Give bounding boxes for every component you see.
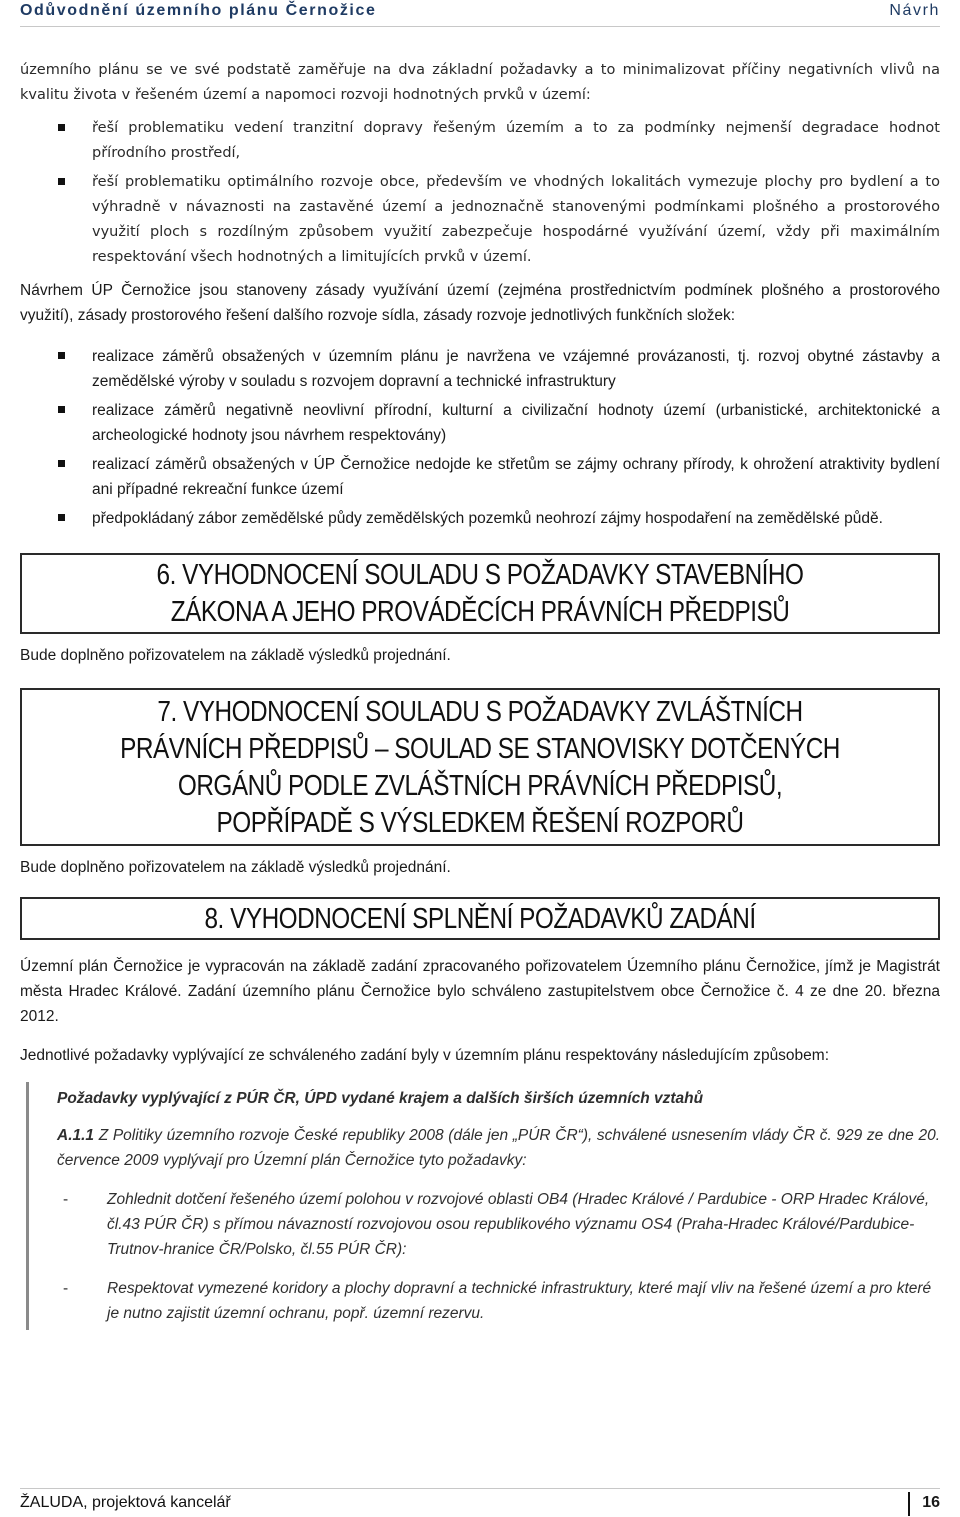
requirement-dash-item: - Respektovat vymezené koridory a plochy dopravní a technické infrastruktury, které mají vliv na řešené území a pro které je nutno zajistit územní ochranu, popř. územní rezervu. — [57, 1276, 940, 1330]
dash-bullet-icon: - — [63, 1191, 69, 1208]
square-bullet-icon — [58, 514, 65, 521]
requirements-block — [26, 1082, 940, 1330]
section-6-title: VYHODNOCENÍ SOULADU S POŽADAVKY STAVEBNÍHO ZÁKONA A JEHO PROVÁDĚCÍCH PRÁVNÍCH PŘEDPISŮ — [170, 559, 804, 628]
section-6-number: 6. — [156, 559, 176, 591]
page-footer — [20, 1488, 940, 1517]
square-bullet-icon — [58, 460, 65, 467]
section-8-number: 8. — [204, 903, 224, 935]
section-6-heading — [20, 553, 940, 634]
intro-bullet: řeší problematiku vedení tranzitní dopravy řešeným územím a to za podmínky nejmenší degradace hodnot přírodního prostředí, — [20, 116, 940, 166]
principles-bullet: realizací záměrů obsažených v ÚP Černožice nedojde ke střetům se zájmy ochrany přírody, k ohrožení atraktivity bydlení ani případné rekreační funkce území — [20, 452, 940, 502]
principles-bullet: předpokládaný zábor zemědělské půdy zemědělských pozemků neohrozí zájmy hospodaření na zemědělské půdě. — [20, 506, 940, 531]
square-bullet-icon — [58, 352, 65, 359]
section-7-body: Bude doplněno pořizovatelem na základě výsledků projednání. — [20, 859, 451, 876]
document-status: Návrh — [889, 2, 940, 19]
square-bullet-icon — [58, 178, 65, 185]
principles-paragraph: Návrhem ÚP Černožice jsou stanoveny zásady využívání území (zejména prostřednictvím podmínek plošného a prostorového využití), zásady prostorového řešení dalšího rozvoje sídla, zásady rozvoje jednotlivých funkčních složek: — [20, 282, 940, 324]
requirement-text: Z Politiky územního rozvoje České republiky 2008 (dále jen „PÚR ČR“), schválené usnesením vlády ČR č. 929 ze dne 20. července 2009 vyplývají pro Územní plán Černožice tyto požadavky: — [57, 1127, 940, 1169]
square-bullet-icon — [58, 124, 65, 131]
square-bullet-icon — [58, 406, 65, 413]
requirement-item — [57, 1123, 940, 1173]
section-8-paragraph-2: Jednotlivé požadavky vyplývající ze schváleného zadání byly v územním plánu respektovány následujícím způsobem: — [20, 1047, 830, 1064]
requirement-code: A.1.1 — [57, 1127, 95, 1144]
page-content — [20, 58, 940, 1330]
dash-bullet-icon: - — [63, 1280, 69, 1297]
page-header — [20, 0, 940, 27]
page-number: 16 — [908, 1492, 940, 1516]
section-8-paragraph-1: Územní plán Černožice je vypracován na základě zadání zpracovaného pořizovatelem Územního plánu Černožice, jímž je Magistrát města Hradec Králové. Zadání územního plánu Černožice bylo schváleno zastupitelstvem obce Černožice č. 4 ze dne 20. března 2012. — [20, 958, 940, 1025]
section-8-title: VYHODNOCENÍ SPLNĚNÍ POŽADAVKŮ ZADÁNÍ — [230, 903, 756, 935]
intro-bullet: řeší problematiku optimálního rozvoje obce, především ve vhodných lokalitách vymezuje plochy pro bydlení a to výhradně v návaznosti na zastavěné území a jednoznačně stanovenými podmínkami plošného a prostorového využití ploch s rozdílným způsobem využití zabezpečuje hospodárné využívání území, vždy při maximálním respektování všech hodnotných a limitujících prvků v území. — [20, 170, 940, 270]
section-7-number: 7. — [157, 696, 177, 728]
principles-bullet: realizace záměrů negativně neovlivní přírodní, kulturní a civilizační hodnoty území (urbanistické, architektonické a archeologické hodnoty jsou návrhem respektovány) — [20, 398, 940, 448]
section-6-body: Bude doplněno pořizovatelem na základě výsledků projednání. — [20, 647, 451, 664]
section-7-title: VYHODNOCENÍ SOULADU S POŽADAVKY ZVLÁŠTNÍCH PRÁVNÍCH PŘEDPISŮ – SOULAD SE STANOVISKY DOTČENÝCH ORGÁNŮ PODLE ZVLÁŠTNÍCH PRÁVNÍCH PŘEDPISŮ, POPŘÍPADĚ S VÝSLEDKEM ŘEŠENÍ ROZPORŮ — [120, 696, 840, 839]
requirement-dash-item: - Zohlednit dotčení řešeného území polohou v rozvojové oblasti OB4 (Hradec Králové / Pardubice - ORP Hradec Králové, čl.43 PÚR ČR) s přímou návazností rozvojovou osou republikového významu OS4 (Praha-Hradec Králové/Pardubice-Trutnov-hranice ČR/Polsko, čl.55 PÚR ČR): — [57, 1187, 940, 1262]
intro-paragraph: územního plánu se ve své podstatě zaměřuje na dva základní požadavky a to minimalizovat příčiny negativních vlivů na kvalitu života v řešeném území a napomoci rozvoji hodnotných prvků v území: — [20, 62, 940, 103]
company-name: ŽALUDA, projektová kancelář — [20, 1494, 231, 1511]
section-8-heading — [20, 897, 940, 940]
requirements-heading: Požadavky vyplývající z PÚR ČR, ÚPD vydané krajem a dalších širších územních vztahů — [57, 1090, 704, 1107]
section-7-heading — [20, 688, 940, 846]
principles-bullet: realizace záměrů obsažených v územním plánu je navržena ve vzájemné provázanosti, tj. rozvoj obytné zástavby a zemědělské výroby v souladu s rozvojem dopravní a technické infrastruktury — [20, 344, 940, 394]
document-title: Odůvodnění územního plánu Černožice — [20, 2, 377, 19]
